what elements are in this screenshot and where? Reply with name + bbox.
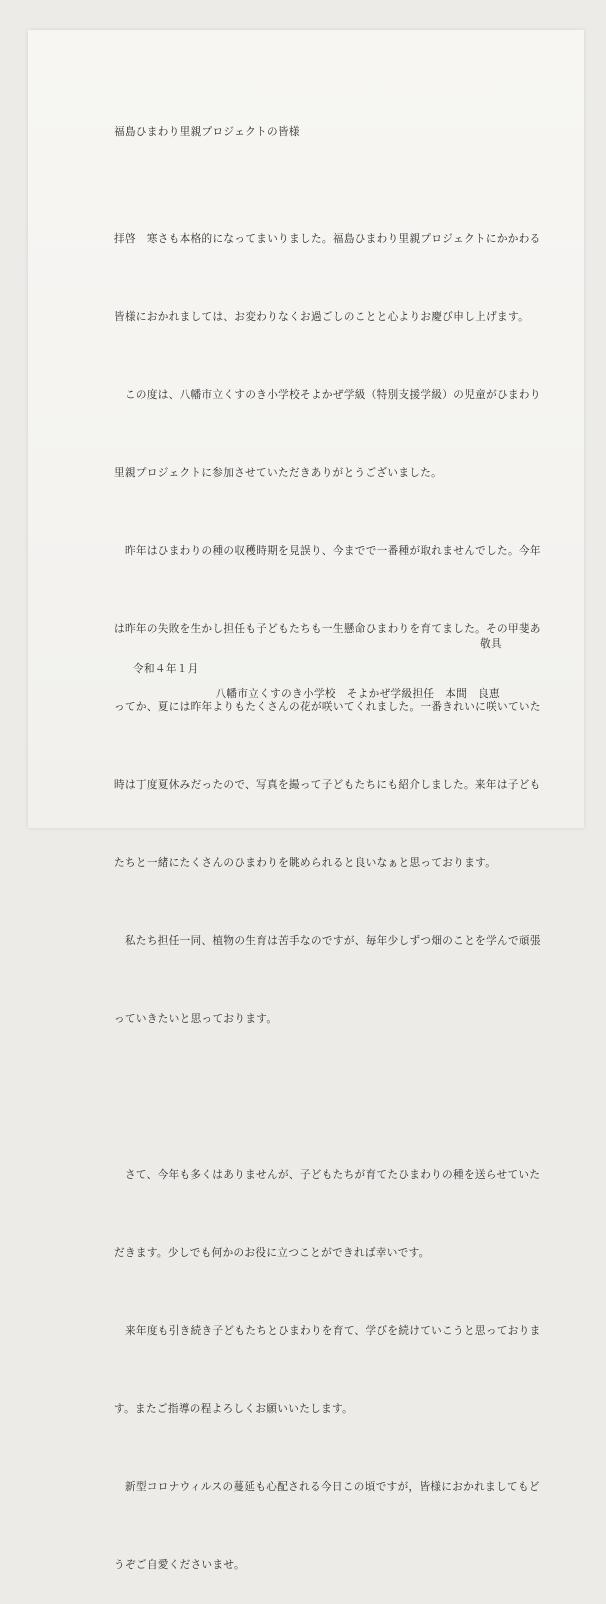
letter-signature: 八幡市立くすのき小学校 そよかぜ学級担任 本間 良恵 xyxy=(215,688,500,700)
letter-title: 福島ひまわり里親プロジェクトの皆様 xyxy=(114,126,300,138)
letter-line: ってか、夏には昨年よりもたくさんの花が咲いてくれました。一番きれいに咲いていた xyxy=(114,701,541,713)
letter-line: 拝啓 寒さも本格的になってまいりました。福島ひまわり里親プロジェクトにかかわる xyxy=(114,233,541,245)
letter-line: さて、今年も多くはありませんが、子どもたちが育てたひまわりの種を送らせていた xyxy=(114,1169,541,1181)
letter-line: 来年度も引き続き子どもたちとひまわりを育て、学びを続けていこうと思っておりま xyxy=(114,1325,541,1337)
letter-line: 昨年はひまわりの種の収穫時期を見誤り、今までで一番種が取れませんでした。今年 xyxy=(114,545,541,557)
letter-line: っていきたいと思っております。 xyxy=(114,1013,278,1025)
letter-line: 里親プロジェクトに参加させていただきありがとうございました。 xyxy=(114,467,443,479)
letter-line: は昨年の失敗を生かし担任も子どもたちも一生懸命ひまわりを育てました。その甲斐あ xyxy=(114,623,541,635)
letter-line: だきます。少しでも何かのお役に立つことができれば幸いです。 xyxy=(114,1247,430,1259)
letter-line: たちと一緒にたくさんのひまわりを眺められると良いなぁと思っております。 xyxy=(114,857,497,869)
letter-date: 令和４年１月 xyxy=(133,663,199,675)
letter-line: 時は丁度夏休みだったので、写真を撮って子どもたちにも紹介しました。来年は子ども xyxy=(114,779,541,791)
letter-line: 皆様におかれましては、お変わりなくお過ごしのことと心よりお慶び申し上げます。 xyxy=(114,311,530,323)
letter-body xyxy=(114,174,541,1604)
letter-line: 私たち担任一同、植物の生育は苦手なのですが、毎年少しずつ畑のことを学んで頑張 xyxy=(114,935,541,947)
letter-line: 新型コロナウィルスの蔓延も心配される今日この頃ですが，皆様におかれましてもど xyxy=(114,1481,540,1493)
letter-line: す。またご指導の程よろしくお願いいたします。 xyxy=(114,1403,354,1415)
letter-line: うぞご自愛くださいませ。 xyxy=(114,1559,246,1571)
letter-line: この度は、八幡市立くすのき小学校そよかぜ学級（特別支援学級）の児童がひまわり xyxy=(114,389,541,401)
paragraph-gap xyxy=(114,1084,541,1110)
letter-closing: 敬具 xyxy=(480,638,502,650)
